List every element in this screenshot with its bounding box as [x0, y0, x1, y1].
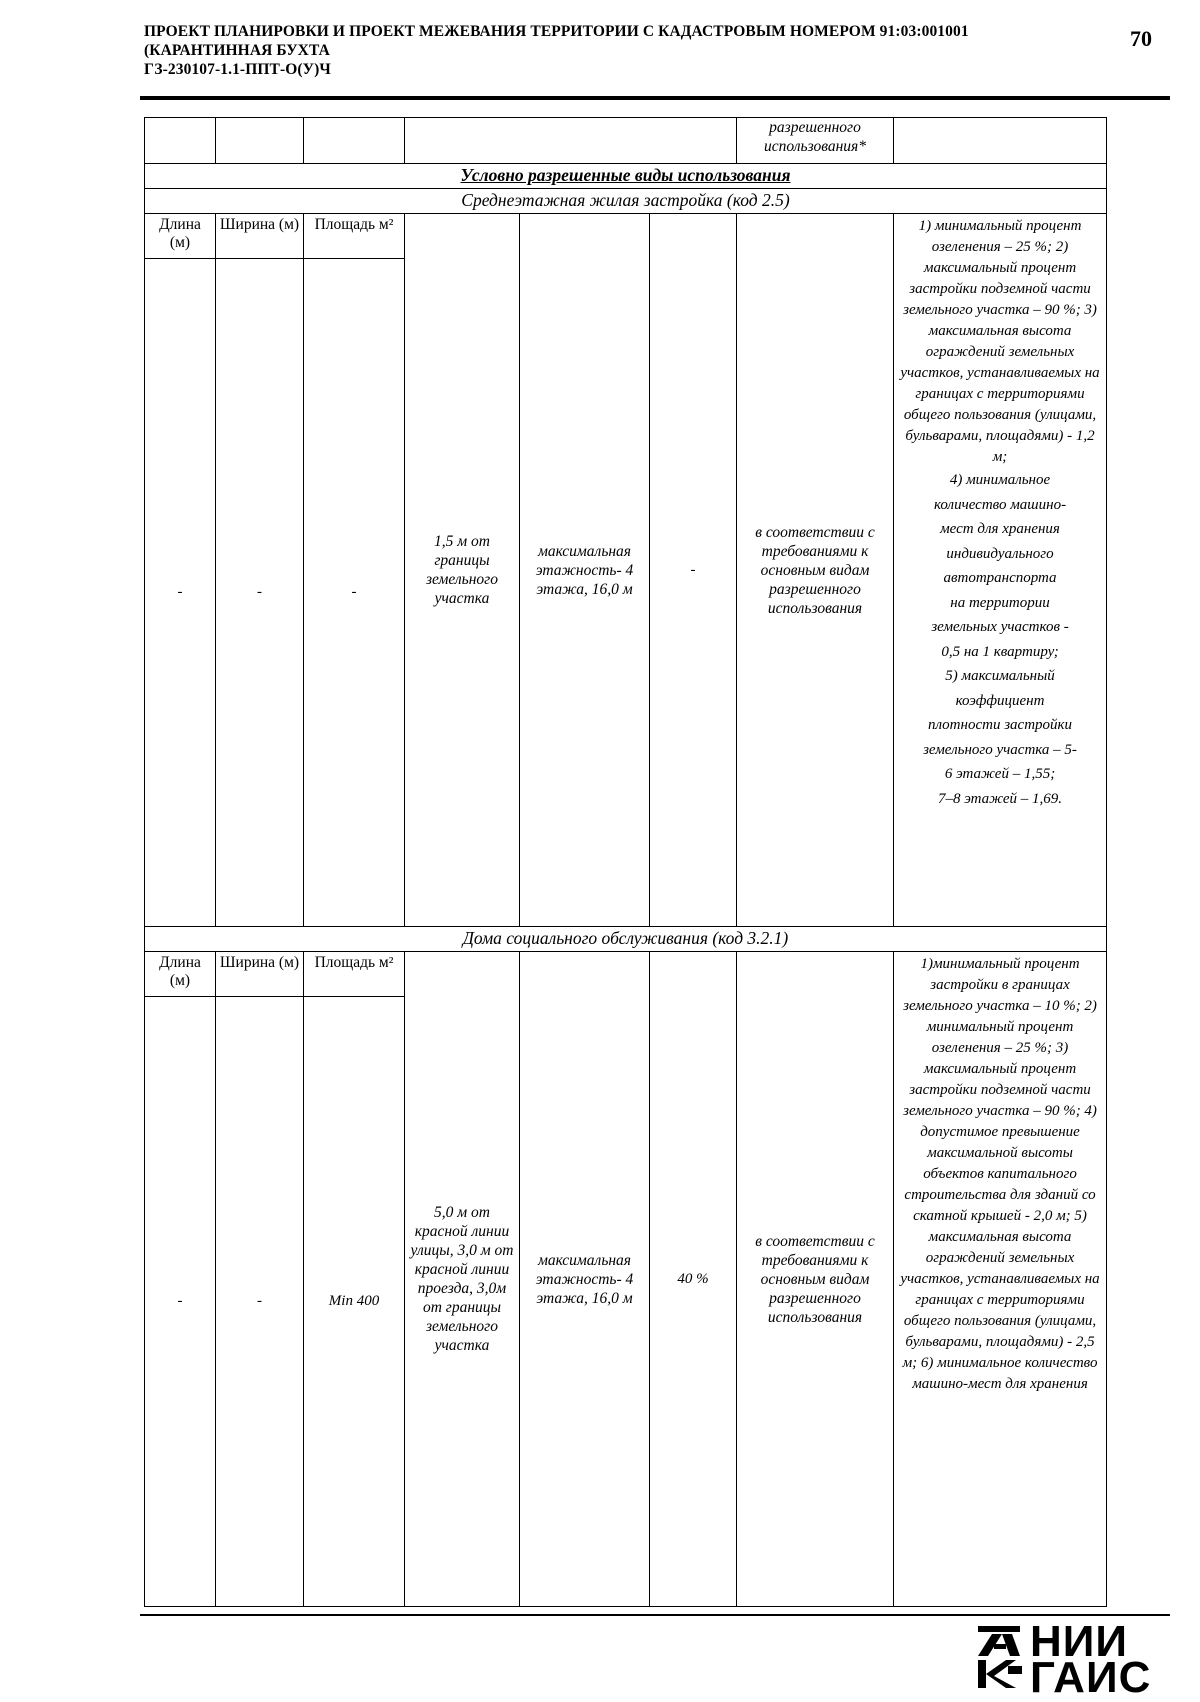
setback-cell: 1,5 м от границы земельного участка	[405, 214, 520, 927]
page-number: 70	[1130, 26, 1152, 51]
header-title-line1: ПРОЕКТ ПЛАНИРОВКИ И ПРОЕКТ МЕЖЕВАНИЯ ТЕРРИТОРИИ С КАДАСТРОВЫМ НОМЕРОМ 91:03:001001	[144, 23, 969, 40]
notes-spaced	[897, 468, 1103, 811]
continued-header-row	[145, 118, 1107, 164]
section-title: Условно разрешенные виды использования	[145, 164, 1107, 189]
width-value: -	[216, 997, 304, 1607]
coverage-cell: 40 %	[650, 952, 737, 1607]
notes-line: 4) минимальное	[949, 472, 1051, 488]
document-header	[144, 22, 1094, 79]
notes-line: 7–8 этажей – 1,69.	[937, 790, 1063, 807]
coverage-cell: -	[650, 214, 737, 927]
block-title-row	[145, 189, 1107, 214]
logo-text-line2: ГАИС	[1030, 1653, 1152, 1702]
header-title-line3: ГЗ-230107-1.1-ППТ-О(У)Ч	[144, 61, 331, 78]
notes-line: земельных участков -	[931, 619, 1069, 635]
footer-divider	[140, 1614, 1170, 1616]
header-divider	[140, 96, 1170, 100]
regulations-table	[144, 117, 1107, 1607]
block-title-medium-rise: Среднеэтажная жилая застройка (код 2.5)	[145, 189, 1107, 214]
logo-text-line1: НИИ	[1030, 1617, 1129, 1666]
notes-line: на территории	[950, 594, 1050, 611]
notes-line: земельного участка – 5-	[923, 741, 1077, 758]
notes-line: плотности застройки	[927, 717, 1073, 733]
col-header-width: Ширина (м)	[216, 952, 304, 997]
col-header-area: Площадь м²	[304, 214, 405, 259]
notes-line: 6 этажей – 1,55;	[944, 766, 1056, 782]
length-value: -	[145, 997, 216, 1607]
floors-cell: максимальная этажность- 4 этажа, 16,0 м	[520, 952, 650, 1607]
col-header-width: Ширина (м)	[216, 214, 304, 259]
setback-cell: 5,0 м от красной линии улицы, 3,0 м от красной линии проезда, 3,0м от границы земельного участка	[405, 952, 520, 1607]
notes-line: 0,5 на 1 квартиру;	[941, 643, 1059, 660]
notes-line: 5) максимальный	[945, 668, 1055, 684]
col-header-length: Длина (м)	[145, 214, 216, 259]
block-title-social-service: Дома социального обслуживания (код 3.2.1)	[145, 927, 1107, 952]
continued-cell-area	[304, 118, 405, 164]
area-value: Min 400	[304, 997, 405, 1607]
section-title-row	[145, 164, 1107, 189]
continued-cell-params	[405, 118, 737, 164]
col-header-area: Площадь м²	[304, 952, 405, 997]
notes-line: мест для хранения	[940, 521, 1060, 537]
floors-cell: максимальная этажность- 4 этажа, 16,0 м	[520, 214, 650, 927]
notes-compact: 1) минимальный процент озеленения – 25 %; 2) максимальный процент застройки подземной части земельного участка – 90 %; 3) максимальная высота ограждений земельных участков, устанавливаемых на границах с территориями общего пользования (улицами, бульварами, площадями) - 1,2 м;	[900, 218, 1100, 465]
continued-cell-reference: разрешенного использования*	[737, 118, 894, 164]
header-title-line2: (КАРАНТИННАЯ БУХТА	[144, 42, 330, 59]
notes-cell: 1)минимальный процент застройки в границах земельного участка – 10 %; 2) минимальный процент озеленения – 25 %; 3) максимальный процент застройки подземной части земельного участка – 90 %; 4) допустимое превышение максимальной высоты объектов капитального строительства для зданий со скатной крышей - 2,0 м; 5) максимальная высота ограждений земельных участков, устанавливаемых на границах с территориями общего пользования (улицами, бульварами, площадями) - 2,5 м; 6) минимальное количество машино-мест для хранения	[894, 952, 1107, 1607]
width-value: -	[216, 259, 304, 927]
notes-line: индивидуального	[946, 545, 1054, 562]
continued-cell-length	[145, 118, 216, 164]
notes-cell	[894, 214, 1107, 927]
notes-line: автотранспорта	[943, 570, 1057, 586]
area-value: -	[304, 259, 405, 927]
notes-line: количество машино-	[933, 496, 1067, 513]
notes-line: коэффициент	[955, 692, 1045, 709]
reference-cell: в соответствии с требованиями к основным видам разрешенного использования	[737, 214, 894, 927]
continued-cell-notes	[894, 118, 1107, 164]
reference-cell: в соответствии с требованиями к основным видам разрешенного использования	[737, 952, 894, 1607]
block-title-row	[145, 927, 1107, 952]
institute-logo	[972, 1617, 1172, 1702]
length-value: -	[145, 259, 216, 927]
block-header-row	[145, 952, 1107, 997]
col-header-length: Длина (м)	[145, 952, 216, 997]
block-header-row	[145, 214, 1107, 259]
institute-logo-mark	[972, 1622, 1024, 1692]
continued-cell-width	[216, 118, 304, 164]
